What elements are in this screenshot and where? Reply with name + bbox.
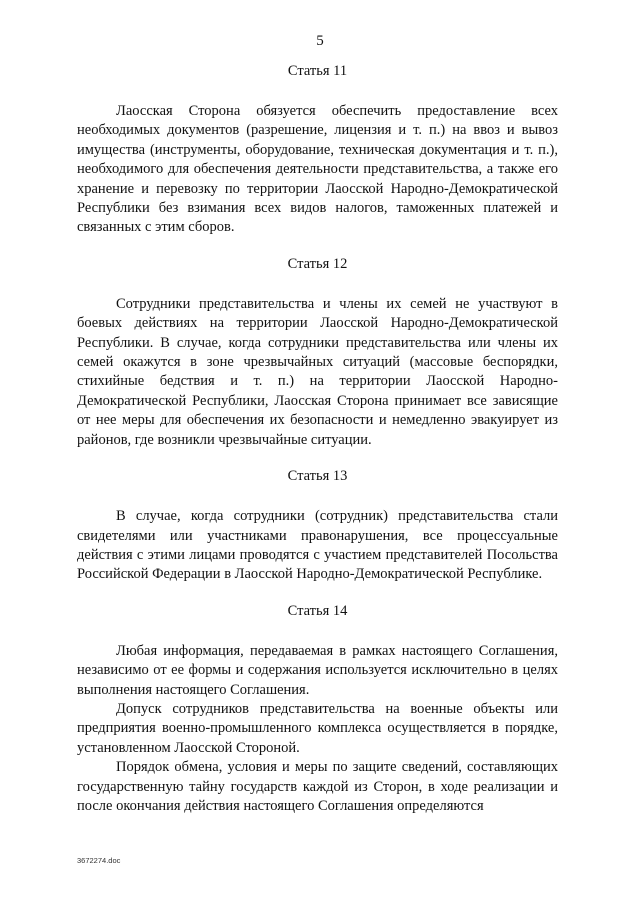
article-paragraph: Сотрудники представительства и члены их семей не участвуют в боевых действиях на территории Лаосской Народно-Демократической Республики. В случае, когда сотрудники представительства или члены их семей окажутся в зоне чрезвычайных ситуаций (массовые беспорядки, стихийные бедствия и т. п.) на территории Лаосской Народно-Демократической Республики, Лаосская Сторона принимает все зависящие от нее меры для обеспечения их безопасности и немедленно эвакуирует из районов, где возникли чрезвычайные ситуации. — [77, 295, 558, 448]
article-heading: Статья 11 — [287, 63, 348, 79]
article-13 — [77, 467, 558, 585]
article-14 — [77, 602, 558, 817]
file-footer: 3672274.doc — [77, 856, 121, 865]
page-number: 5 — [316, 33, 324, 49]
article-11 — [77, 62, 558, 238]
article-paragraph: Допуск сотрудников представительства на военные объекты или предприятия военно-промышленного комплекса осуществляется в порядке, установленном Лаосской Стороной. — [77, 700, 558, 756]
article-heading: Статья 13 — [287, 468, 348, 485]
article-paragraph: В случае, когда сотрудники (сотрудник) представительства стали свидетелями или участниками правонарушения, все процессуальные действия с этими лицами проводятся с участием представителей Посольства Российской Федерации в Лаосской Народно-Демократической Республике. — [77, 508, 558, 583]
article-paragraph: Порядок обмена, условия и меры по защите сведений, составляющих государственную тайну государств каждой из Сторон, в ходе реализации и после окончания действия настоящего Соглашения определяются — [77, 759, 558, 814]
article-paragraph: Лаосская Сторона обязуется обеспечить предоставление всех необходимых документов (разрешение, лицензия и т. п.) на ввоз и вывоз имущества (инструменты, оборудование, техническая документация и т. п.), необходимого для обеспечения деятельности представительства, а также его хранение и перевозку по территории Лаосской Народно-Демократической Республики без взимания всех видов налогов, таможенных платежей и связанных с этим сборов. — [77, 103, 558, 236]
article-heading: Статья 14 — [287, 602, 348, 619]
article-12 — [77, 255, 558, 450]
article-paragraph: Любая информация, передаваемая в рамках настоящего Соглашения, независимо от ее формы и содержания используется исключительно в целях выполнения настоящего Соглашения. — [77, 642, 558, 698]
document-body — [77, 62, 558, 816]
article-heading: Статья 12 — [287, 255, 348, 272]
